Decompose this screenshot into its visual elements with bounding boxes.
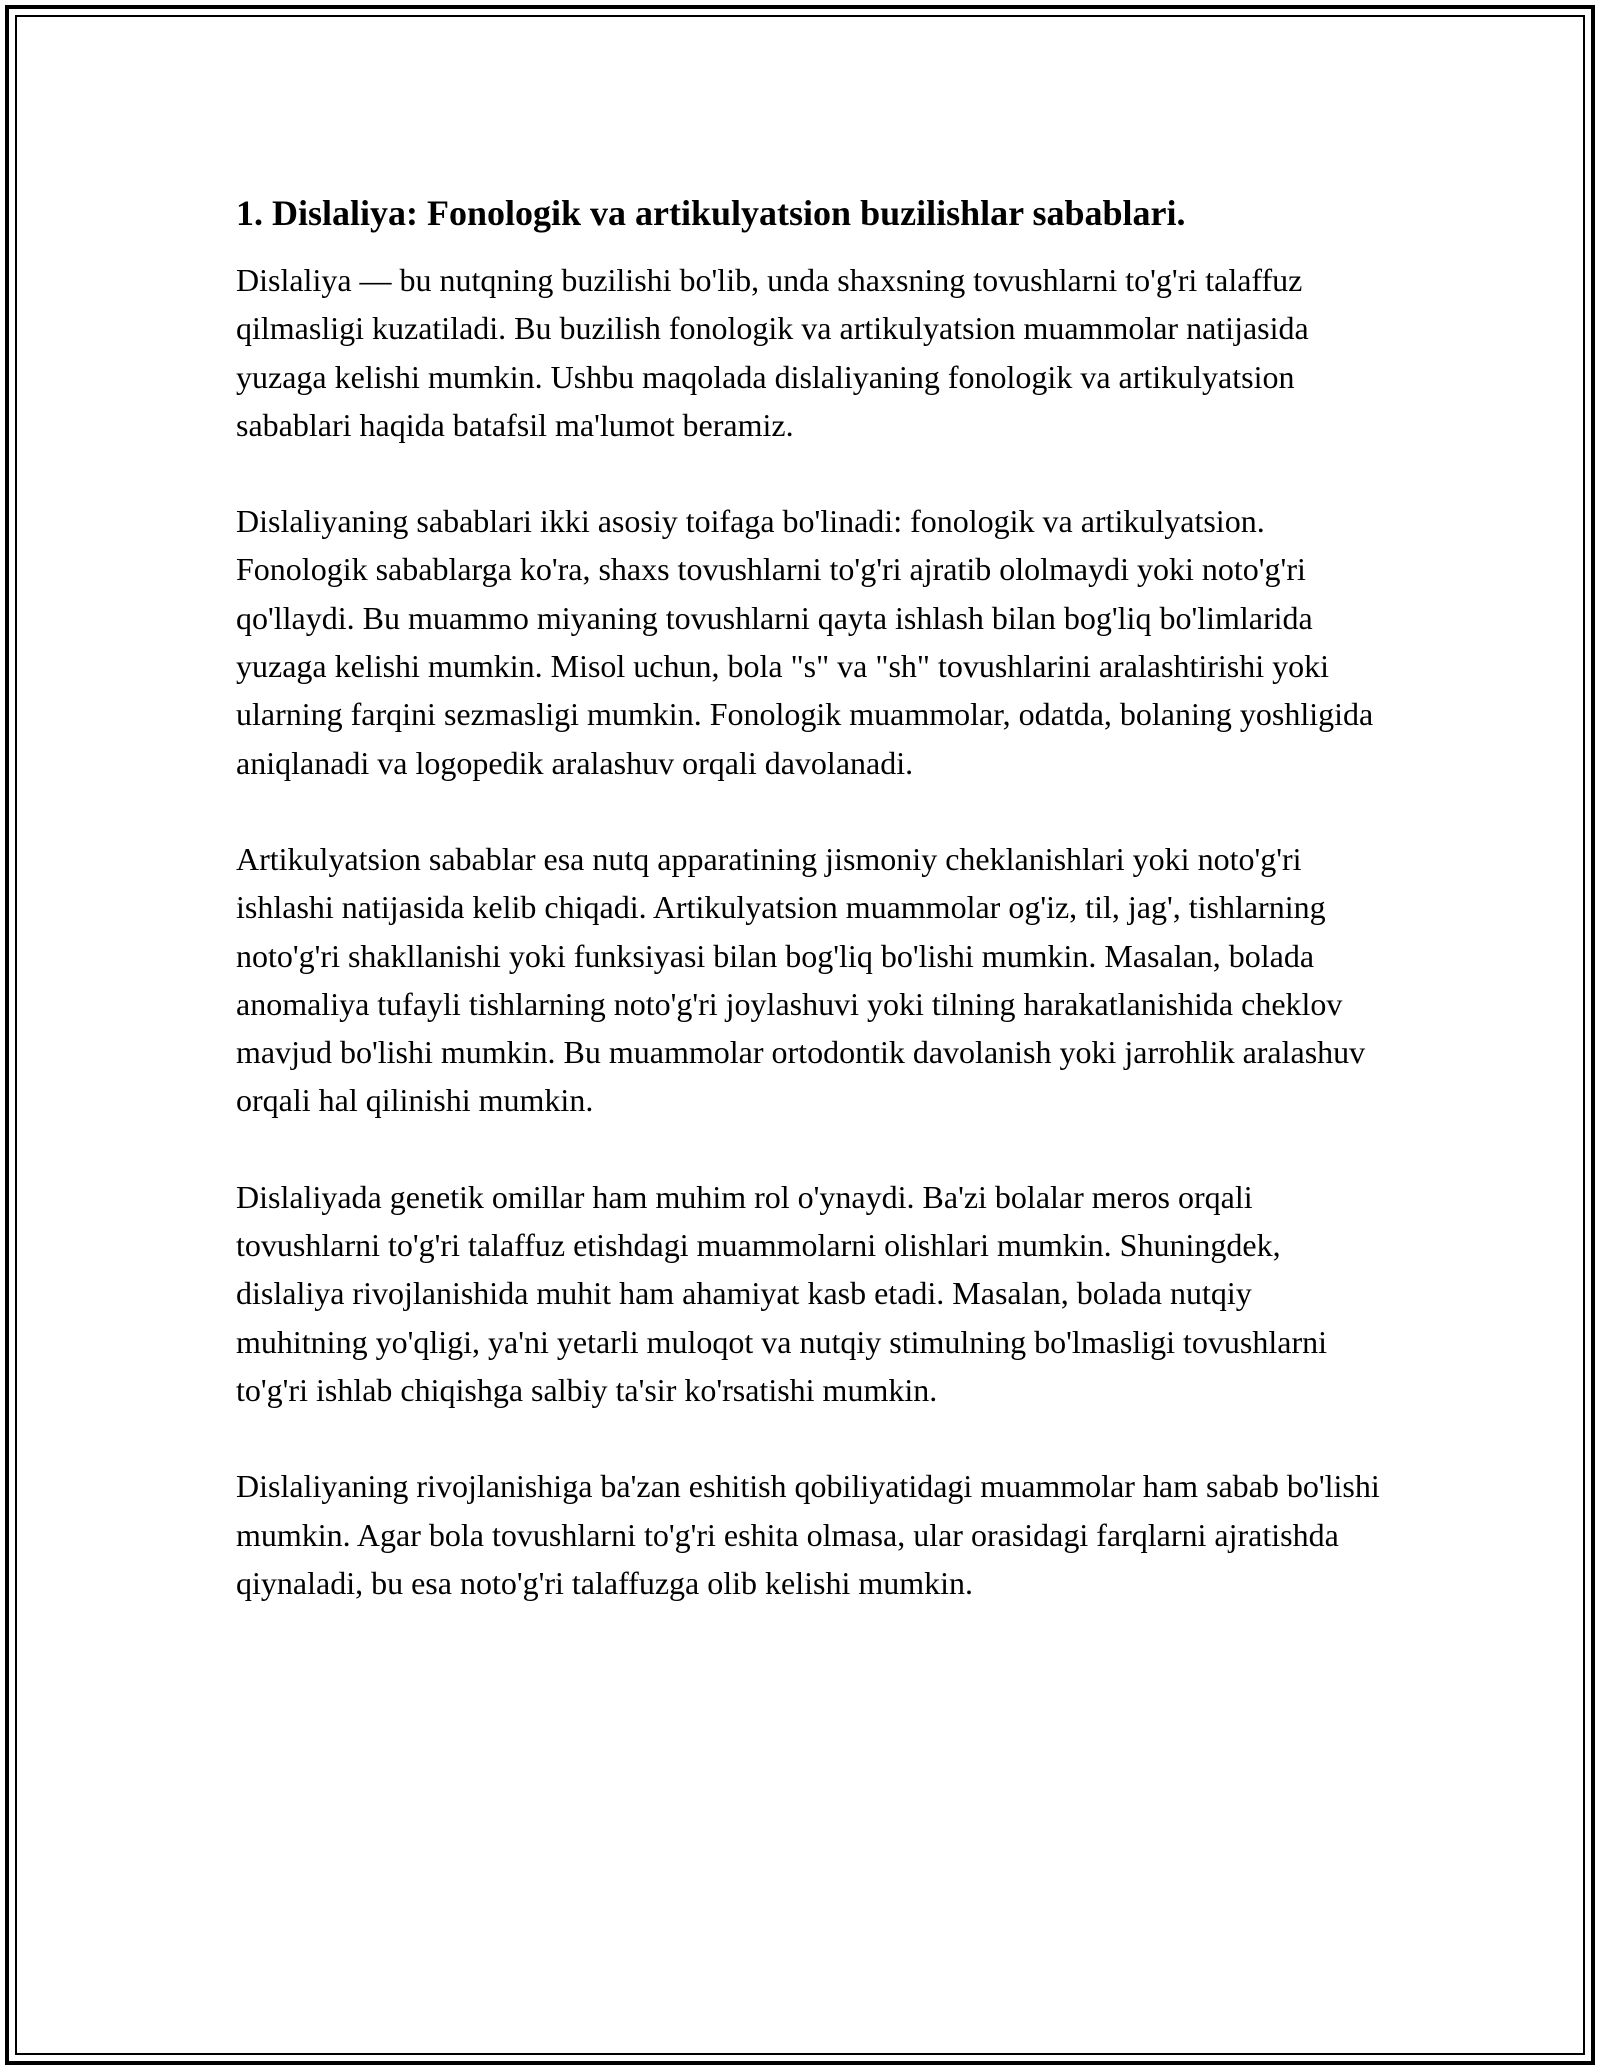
document-title: 1. Dislaliya: Fonologik va artikulyatsion buzilishlar sabablari. — [236, 193, 1186, 233]
paragraph-genetic-environmental-factors: Dislaliyada genetik omillar ham muhim rol o'ynaydi. Ba'zi bolalar meros orqali tovushlarni to'g'ri talaffuz etishdagi muammolarni olishlari mumkin. Shuningdek, dislaliya rivojlanishida muhit ham ahamiyat kasb etadi. Masalan, bolada nutqiy muhitning yo'qligi, ya'ni yetarli muloqot va nutqiy stimulning bo'lmasligi tovushlarni to'g'ri ishlab chiqishga salbiy ta'sir ko'rsatishi mumkin. — [236, 1178, 1328, 1408]
paragraph-phonological-causes: Dislaliyaning sabablari ikki asosiy toifaga bo'linadi: fonologik va artikulyatsion. Fonologik sabablarga ko'ra, shaxs tovushlarni to'g'ri ajratib ololmaydi yoki noto'g'ri qo'llaydi. Bu muammo miyaning tovushlarni qayta ishlash bilan bog'liq bo'limlarida yuzaga kelishi mumkin. Misol uchun, bola "s" va "sh" tovushlarini aralashtirishi yoki ularning farqini sezmasligi mumkin. Fonologik muammolar, odatda, bolaning yoshligida aniqlanadi va logopedik aralashuv orqali davolanadi. — [236, 503, 1374, 781]
document-body — [236, 188, 1386, 1655]
paragraph-introduction: Dislaliya — bu nutqning buzilishi bo'lib, unda shaxsning tovushlarni to'g'ri talaffuz qilmasligi kuzatiladi. Bu buzilish fonologik va artikulyatsion muammolar natijasida yuzaga kelishi mumkin. Ushbu maqolada dislaliyaning fonologik va artikulyatsion sabablari haqida batafsil ma'lumot beramiz. — [236, 262, 1309, 443]
paragraph-hearing-problems: Dislaliyaning rivojlanishiga ba'zan eshitish qobiliyatidagi muammolar ham sabab bo'lishi mumkin. Agar bola tovushlarni to'g'ri eshita olmasa, ular orasidagi farqlarni ajratishda qiynaladi, bu esa noto'g'ri talaffuzga olib kelishi mumkin. — [236, 1468, 1380, 1601]
paragraph-articulatory-causes: Artikulyatsion sabablar esa nutq apparatining jismoniy cheklanishlari yoki noto'g'ri ishlashi natijasida kelib chiqadi. Artikulyatsion muammolar og'iz, til, jag', tishlarning noto'g'ri shakllanishi yoki funksiyasi bilan bog'liq bo'lishi mumkin. Masalan, bolada anomaliya tufayli tishlarning noto'g'ri joylashuvi yoki tilning harakatlanishida cheklov mavjud bo'lishi mumkin. Bu muammolar ortodontik davolanish yoki jarrohlik aralashuv orqali hal qilinishi mumkin. — [236, 840, 1366, 1119]
